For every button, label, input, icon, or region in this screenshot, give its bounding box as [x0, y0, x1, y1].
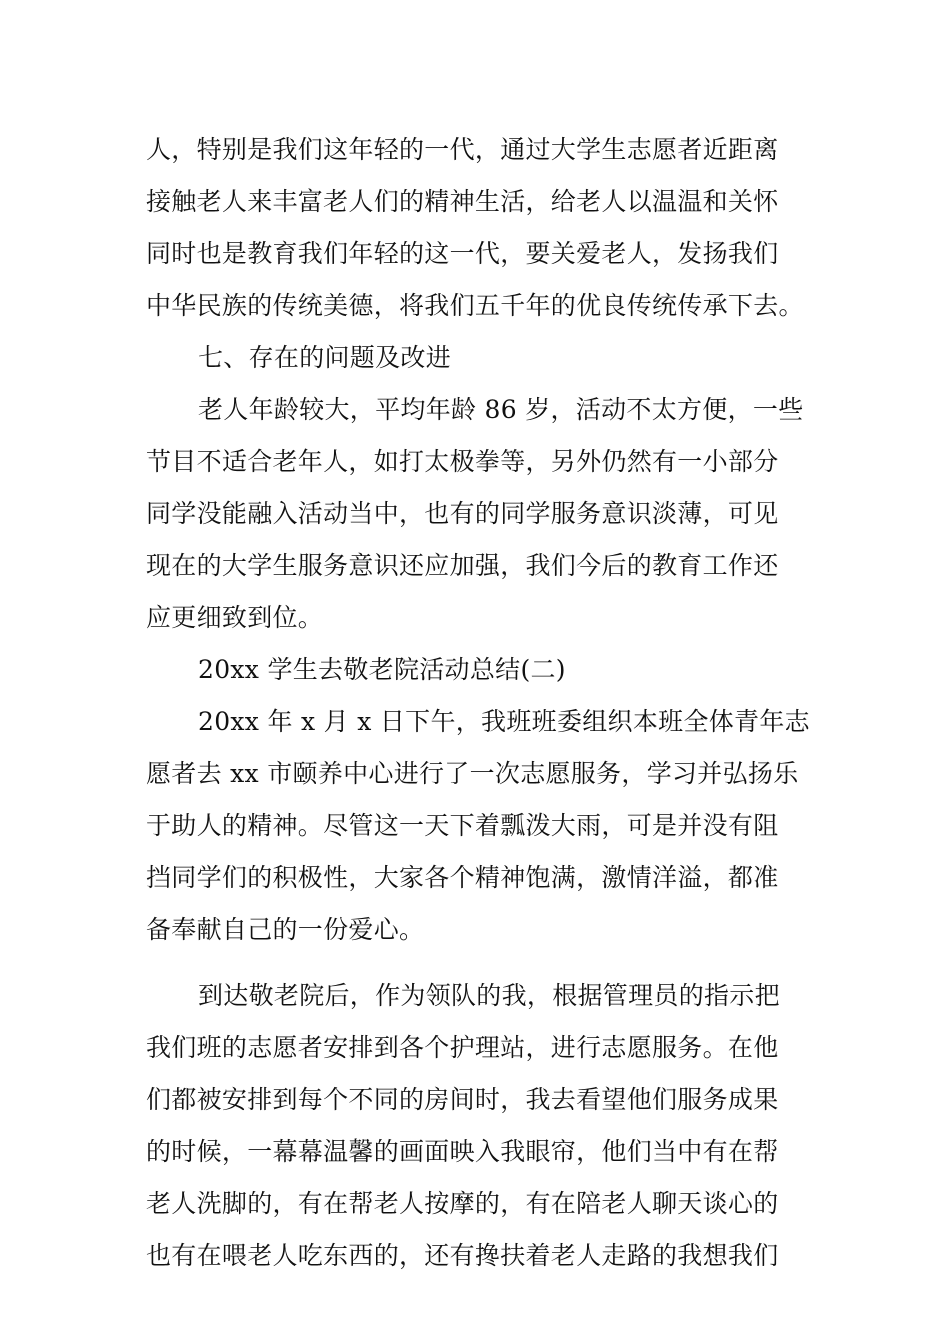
text-line: 同时也是教育我们年轻的这一代，要关爱老人，发扬我们 — [146, 239, 779, 268]
text-line: 的时候，一幕幕温馨的画面映入我眼帘，他们当中有在帮 — [146, 1137, 779, 1166]
text-line: 人，特别是我们这年轻的一代，通过大学生志愿者近距离 — [146, 135, 779, 164]
text-line: 我们班的志愿者安排到各个护理站，进行志愿服务。在他 — [146, 1033, 779, 1062]
text-line: 老人年龄较大，平均年龄 86 岁，活动不太方便，一些 — [198, 395, 804, 424]
section-heading: 七、存在的问题及改进 — [198, 343, 452, 372]
text-line: 备奉献自己的一份爱心。 — [146, 915, 425, 944]
text-line: 中华民族的传统美德，将我们五千年的优良传统传承下去。 — [146, 291, 804, 320]
text-line: 同学没能融入活动当中，也有的同学服务意识淡薄，可见 — [146, 499, 779, 528]
text-line: 也有在喂老人吃东西的，还有搀扶着老人走路的我想我们 — [146, 1241, 779, 1270]
section-title: 20xx 学生去敬老院活动总结(二) — [198, 655, 566, 684]
text-line: 到达敬老院后，作为领队的我，根据管理员的指示把 — [198, 981, 780, 1010]
text-line: 老人洗脚的，有在帮老人按摩的，有在陪老人聊天谈心的 — [146, 1189, 779, 1218]
document-body — [146, 124, 810, 1282]
text-line: 现在的大学生服务意识还应加强，我们今后的教育工作还 — [146, 551, 779, 580]
text-line: 20xx 年 x 月 x 日下午，我班班委组织本班全体青年志 — [198, 707, 810, 736]
text-line: 们都被安排到每个不同的房间时，我去看望他们服务成果 — [146, 1085, 779, 1114]
text-line: 节目不适合老年人，如打太极拳等，另外仍然有一小部分 — [146, 447, 779, 476]
text-line: 挡同学们的积极性，大家各个精神饱满，激情洋溢，都准 — [146, 863, 779, 892]
text-line: 于助人的精神。尽管这一天下着瓢泼大雨，可是并没有阻 — [146, 811, 779, 840]
text-line: 接触老人来丰富老人们的精神生活，给老人以温温和关怀 — [146, 187, 779, 216]
text-line: 愿者去 xx 市颐养中心进行了一次志愿服务，学习并弘扬乐 — [146, 759, 799, 788]
paragraph-gap — [146, 956, 810, 970]
text-line: 应更细致到位。 — [146, 603, 324, 632]
